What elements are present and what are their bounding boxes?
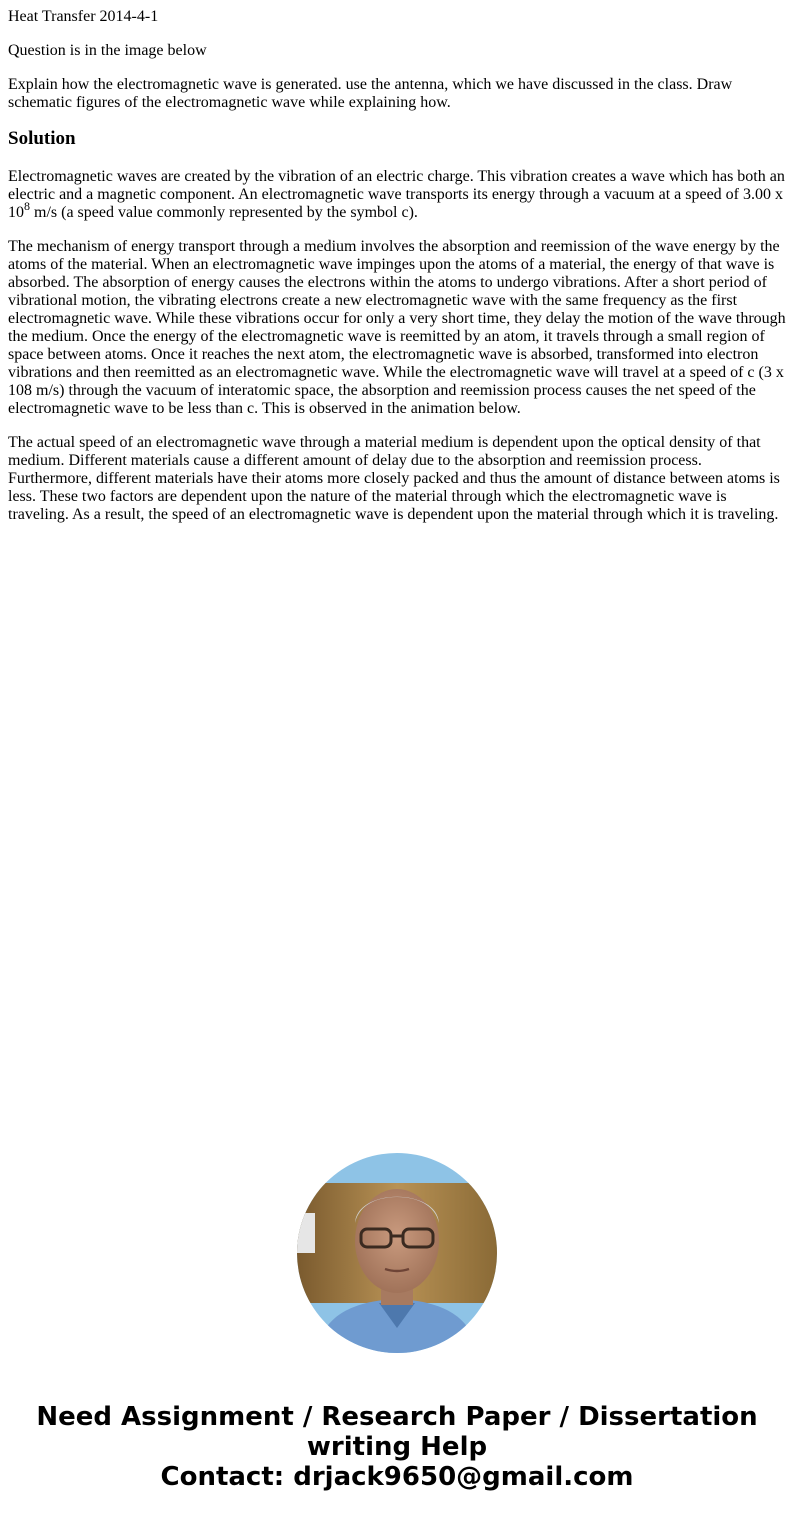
promo-line-1: Need Assignment / Research Paper / Dissertation xyxy=(36,1402,758,1432)
exponent: 8 xyxy=(24,199,30,213)
promo-banner xyxy=(0,1402,794,1492)
promo-contact: Contact: drjack9650@gmail.com xyxy=(160,1462,634,1492)
solution-paragraph-3: The actual speed of an electromagnetic wave through a material medium is dependent upon the optical density of that medium. Different materials cause a different amount of delay due to the absorption and reemission process. Furthermore, different materials have their atoms more closely packed and thus the amount of distance between atoms is less. These two factors are dependent upon the nature of the material through which the electromagnetic wave is traveling. As a result, the speed of an electromagnetic wave is dependent upon the material through which it is traveling. xyxy=(8,434,780,523)
promo-line-2: writing Help xyxy=(306,1432,488,1462)
solution-paragraph-1 xyxy=(8,168,788,222)
solution-heading: Solution xyxy=(8,128,76,149)
document-title: Heat Transfer 2014-4-1 xyxy=(8,8,159,25)
para1-text-b: m/s (a speed value commonly represented by the symbol c). xyxy=(30,204,418,221)
question-text: Explain how the electromagnetic wave is generated. use the antenna, which we have discussed in the class. Draw schematic figures of the electromagnetic wave while explaining how. xyxy=(8,76,733,111)
avatar-portrait xyxy=(297,1153,497,1353)
question-intro: Question is in the image below xyxy=(8,42,207,59)
avatar-switchboard xyxy=(297,1213,315,1253)
document-content xyxy=(8,8,788,540)
para1-text-a: Electromagnetic waves are created by the vibration of an electric charge. This vibration creates a wave which has both an electric and a magnetic component. An electromagnetic wave transports its energy through a vacuum at a speed of 3.00 x 10 xyxy=(8,168,785,221)
author-avatar xyxy=(297,1153,497,1353)
solution-paragraph-2: The mechanism of energy transport through a medium involves the absorption and reemission of the wave energy by the atoms of the material. When an electromagnetic wave impinges upon the atoms of a material, the energy of that wave is absorbed. The absorption of energy causes the electrons within the atoms to undergo vibrations. After a short period of vibrational motion, the vibrating electrons create a new electromagnetic wave with the same frequency as the first electromagnetic wave. While these vibrations occur for only a very short time, they delay the motion of the wave through the medium. Once the energy of the electromagnetic wave is reemitted by an atom, it travels through a small region of space between atoms. Once it reaches the next atom, the electromagnetic wave is absorbed, transformed into electron vibrations and then reemitted as an electromagnetic wave. While the electromagnetic wave will travel at a speed of c (3 x 108 m/s) through the vacuum of interatomic space, the absorption and reemission process causes the net speed of the electromagnetic wave to be less than c. This is observed in the animation below. xyxy=(8,238,786,417)
